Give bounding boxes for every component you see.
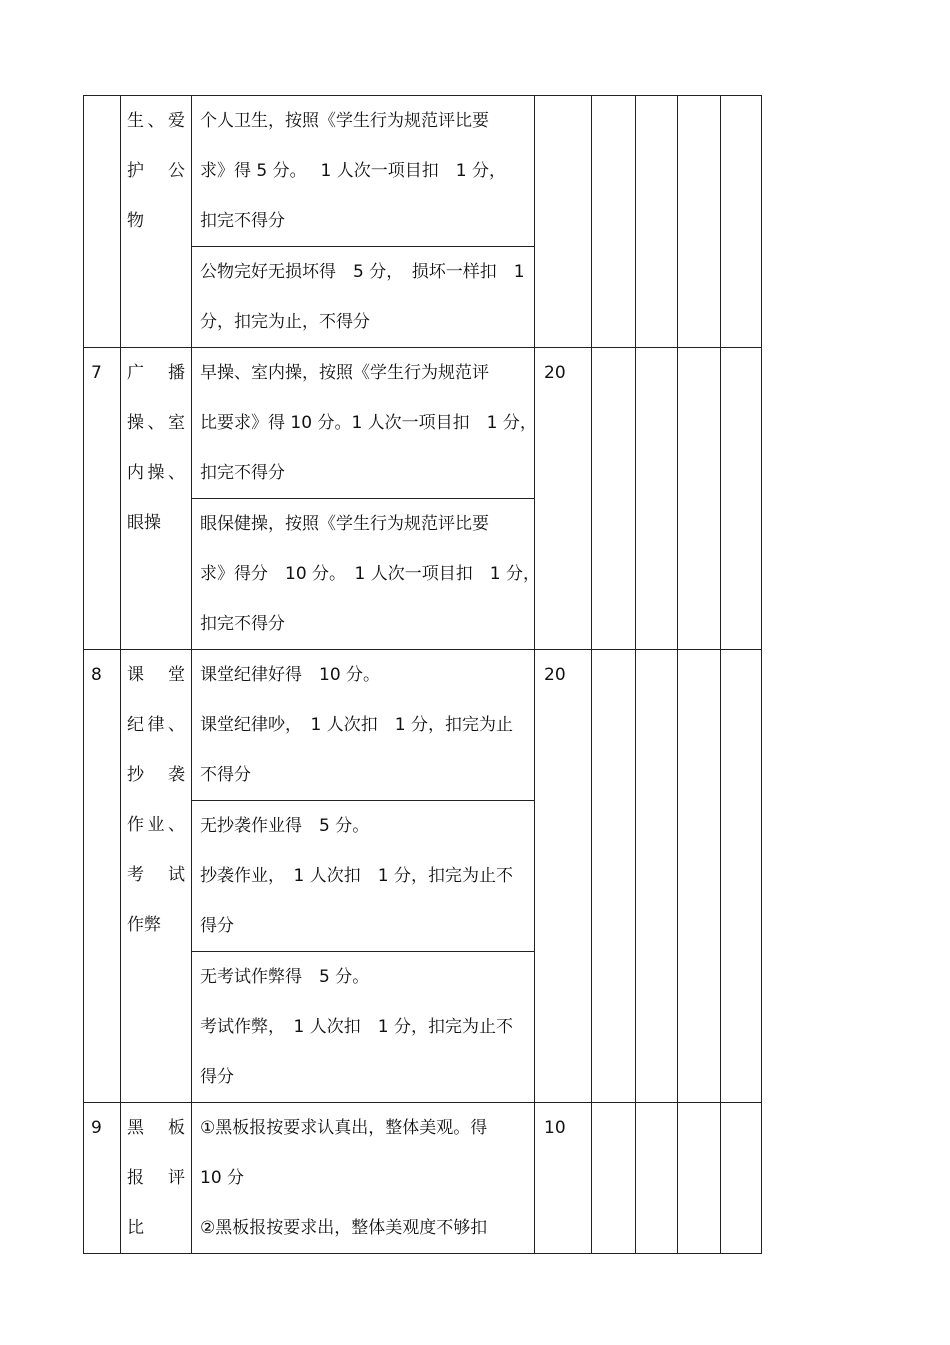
blank-cell xyxy=(678,348,721,650)
blank-cell xyxy=(592,96,636,348)
item-name: 广 播 操、室 内操、 眼操 xyxy=(121,348,192,650)
criteria-cell: 眼保健操，按照《学生行为规范评比要 求》得分 10 分。 1 人次一项目扣 1 分， 扣完不得分 xyxy=(192,499,535,650)
blank-cell xyxy=(636,348,678,650)
row-number: 9 xyxy=(84,1103,121,1254)
criteria-cell: 公物完好无损坏得 5 分， 损坏一样扣 1 分，扣完为止，不得分 xyxy=(192,247,535,348)
criteria-cell: 无考试作弊得 5 分。 考试作弊， 1 人次扣 1 分，扣完为止不 得分 xyxy=(192,952,535,1103)
blank-cell xyxy=(636,1103,678,1254)
blank-cell xyxy=(636,650,678,1103)
criteria-cell: 课堂纪律好得 10 分。 课堂纪律吵， 1 人次扣 1 分，扣完为止 不得分 xyxy=(192,650,535,801)
blank-cell xyxy=(678,96,721,348)
blank-cell xyxy=(721,1103,762,1254)
blank-cell xyxy=(678,1103,721,1254)
criteria-cell: ①黑板报按要求认真出，整体美观。得 10 分 ②黑板报按要求出，整体美观度不够扣 xyxy=(192,1103,535,1254)
criteria-cell: 无抄袭作业得 5 分。 抄袭作业， 1 人次扣 1 分，扣完为止不 得分 xyxy=(192,801,535,952)
row-number: 8 xyxy=(84,650,121,1103)
score-cell: 20 xyxy=(535,348,592,650)
blank-cell xyxy=(592,1103,636,1254)
blank-cell xyxy=(721,650,762,1103)
row-number xyxy=(84,96,121,348)
table-row xyxy=(84,650,762,801)
criteria-cell: 个人卫生，按照《学生行为规范评比要 求》得 5 分。 1 人次一项目扣 1 分， 扣完不得分 xyxy=(192,96,535,247)
table-row xyxy=(84,1103,762,1254)
blank-cell xyxy=(592,650,636,1103)
criteria-cell: 早操、室内操，按照《学生行为规范评 比要求》得 10 分。1 人次一项目扣 1 分， 扣完不得分 xyxy=(192,348,535,499)
item-name: 生、爱 护 公 物 xyxy=(121,96,192,348)
score-cell: 20 xyxy=(535,650,592,1103)
blank-cell xyxy=(721,348,762,650)
score-cell xyxy=(535,96,592,348)
row-number: 7 xyxy=(84,348,121,650)
item-name: 黑 板 报 评 比 xyxy=(121,1103,192,1254)
table-row xyxy=(84,348,762,499)
item-name: 课 堂 纪律、 抄 袭 作业、 考 试 作弊 xyxy=(121,650,192,1103)
score-cell: 10 xyxy=(535,1103,592,1254)
scoring-table xyxy=(83,95,762,1254)
blank-cell xyxy=(592,348,636,650)
blank-cell xyxy=(721,96,762,348)
blank-cell xyxy=(678,650,721,1103)
table-row xyxy=(84,96,762,247)
blank-cell xyxy=(636,96,678,348)
